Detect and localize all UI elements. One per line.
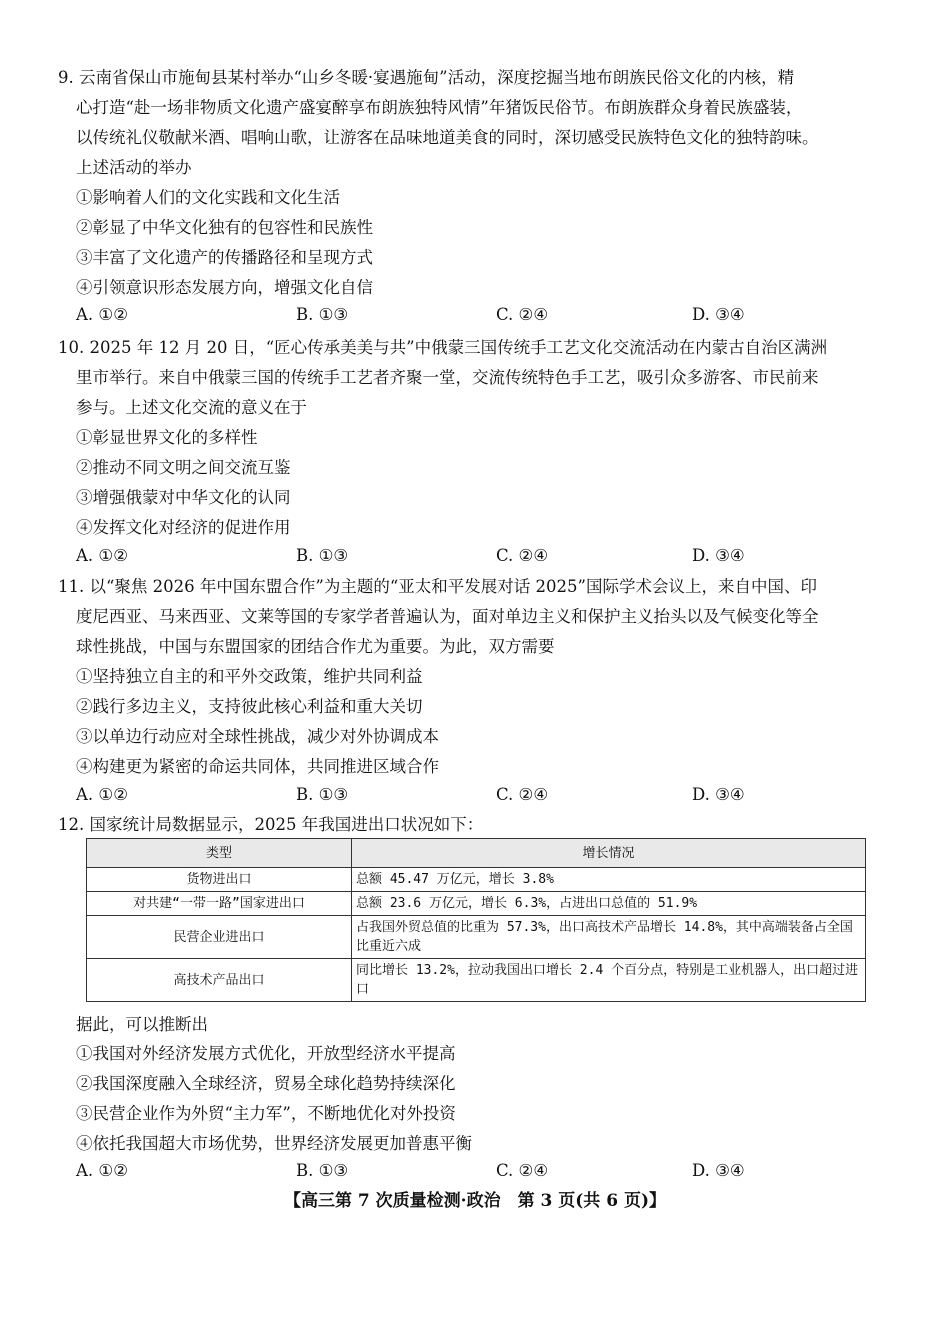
q12-item: ③民营企业作为外贸“主力军”，不断地优化对外投资	[76, 1104, 456, 1123]
q12-lead: 据此，可以推断出	[76, 1015, 208, 1034]
q10-option-d[interactable]: D. ③④	[692, 546, 745, 565]
q11-item: ①坚持独立自主的和平外交政策，维护共同利益	[76, 667, 423, 686]
table-cell-growth: 总额 23.6 万亿元，增长 6.3%，占进出口总值的 51.9%	[352, 892, 866, 916]
table-row	[87, 868, 866, 892]
q12-option-c[interactable]: C. ②④	[496, 1161, 549, 1180]
q12-option-d[interactable]: D. ③④	[692, 1161, 745, 1180]
q10-stem-line: 里市举行。来自中俄蒙三国的传统手工艺者齐聚一堂，交流传统特色手工艺，吸引众多游客、市民前来	[76, 368, 819, 387]
q12-option-b[interactable]: B. ①③	[296, 1161, 349, 1180]
q11-item: ③以单边行动应对全球性挑战，减少对外协调成本	[76, 727, 439, 746]
q10-stem-line: 10. 2025 年 12 月 20 日，“匠心传承美美与共”中俄蒙三国传统手工艺文化交流活动在内蒙古自治区满洲	[58, 338, 828, 357]
q10-item: ②推动不同文明之间交流互鉴	[76, 458, 291, 477]
table-row	[87, 959, 866, 1002]
q11-option-c[interactable]: C. ②④	[496, 785, 549, 804]
page-footer: 【高三第 7 次质量检测·政治 第 3 页(共 6 页)】	[283, 1191, 666, 1211]
q10-item: ①彰显世界文化的多样性	[76, 428, 258, 447]
q10-item: ④发挥文化对经济的促进作用	[76, 518, 291, 537]
table-header-row	[87, 839, 866, 868]
q12-item: ①我国对外经济发展方式优化，开放型经济水平提高	[76, 1044, 456, 1063]
trade-data-table	[86, 838, 866, 1002]
q12-stem-line: 12. 国家统计局数据显示，2025 年我国进出口状况如下：	[58, 815, 484, 834]
q11-option-a[interactable]: A. ①②	[76, 785, 128, 804]
q9-item: ③丰富了文化遗产的传播路径和呈现方式	[76, 248, 373, 267]
q11-item: ④构建更为紧密的命运共同体，共同推进区域合作	[76, 757, 439, 776]
table-cell-type: 民营企业进出口	[87, 916, 352, 959]
q12-item: ④依托我国超大市场优势，世界经济发展更加普惠平衡	[76, 1134, 472, 1153]
table-cell-type: 货物进出口	[87, 868, 352, 892]
table-row	[87, 916, 866, 959]
q10-option-b[interactable]: B. ①③	[296, 546, 349, 565]
q9-item: ②彰显了中华文化独有的包容性和民族性	[76, 218, 373, 237]
q9-option-a[interactable]: A. ①②	[76, 305, 128, 324]
q9-option-b[interactable]: B. ①③	[296, 305, 349, 324]
q12-option-a[interactable]: A. ①②	[76, 1161, 128, 1180]
table-cell-growth: 占我国外贸总值的比重为 57.3%，出口高技术产品增长 14.8%，其中高端装备占全国比重近六成	[352, 916, 866, 959]
q10-stem-line: 参与。上述文化交流的意义在于	[76, 398, 307, 417]
table-cell-type: 对共建“一带一路”国家进出口	[87, 892, 352, 916]
table-row	[87, 892, 866, 916]
q11-stem-line: 11. 以“聚焦 2026 年中国东盟合作”为主题的“亚太和平发展对话 2025”国际学术会议上，来自中国、印	[58, 577, 817, 596]
table-cell-growth: 同比增长 13.2%，拉动我国出口增长 2.4 个百分点，特别是工业机器人，出口超过进口	[352, 959, 866, 1002]
q9-item: ①影响着人们的文化实践和文化生活	[76, 188, 340, 207]
q11-stem-line: 度尼西亚、马来西亚、文莱等国的专家学者普遍认为，面对单边主义和保护主义抬头以及气候变化等全	[76, 607, 819, 626]
q10-item: ③增强俄蒙对中华文化的认同	[76, 488, 291, 507]
table-cell-growth: 总额 45.47 万亿元，增长 3.8%	[352, 868, 866, 892]
q11-item: ②践行多边主义，支持彼此核心利益和重大关切	[76, 697, 423, 716]
q11-stem-line: 球性挑战，中国与东盟国家的团结合作尤为重要。为此，双方需要	[76, 637, 555, 656]
q9-stem-line: 心打造“赴一场非物质文化遗产盛宴醉享布朗族独特风情”年猪饭民俗节。布朗族群众身着民族盛装，	[76, 98, 803, 117]
table-header-type: 类型	[87, 839, 352, 868]
q11-option-b[interactable]: B. ①③	[296, 785, 349, 804]
q9-item: ④引领意识形态发展方向，增强文化自信	[76, 278, 373, 297]
q9-stem-line: 上述活动的举办	[76, 158, 192, 177]
q9-options	[76, 305, 856, 327]
q10-options	[76, 546, 856, 568]
q9-option-c[interactable]: C. ②④	[496, 305, 549, 324]
q10-option-c[interactable]: C. ②④	[496, 546, 549, 565]
q9-stem-line: 以传统礼仪敬献米酒、唱响山歌，让游客在品味地道美食的同时，深切感受民族特色文化的独特韵味。	[76, 128, 819, 147]
table-cell-type: 高技术产品出口	[87, 959, 352, 1002]
q11-options	[76, 785, 856, 807]
q12-item: ②我国深度融入全球经济，贸易全球化趋势持续深化	[76, 1074, 456, 1093]
table-header-growth: 增长情况	[352, 839, 866, 868]
q10-option-a[interactable]: A. ①②	[76, 546, 128, 565]
q12-options	[76, 1161, 856, 1183]
q9-stem-line: 9. 云南省保山市施甸县某村举办“山乡冬暖·宴遇施甸”活动，深度挖掘当地布朗族民俗文化的内核，精	[58, 68, 795, 87]
q11-option-d[interactable]: D. ③④	[692, 785, 745, 804]
q9-option-d[interactable]: D. ③④	[692, 305, 745, 324]
